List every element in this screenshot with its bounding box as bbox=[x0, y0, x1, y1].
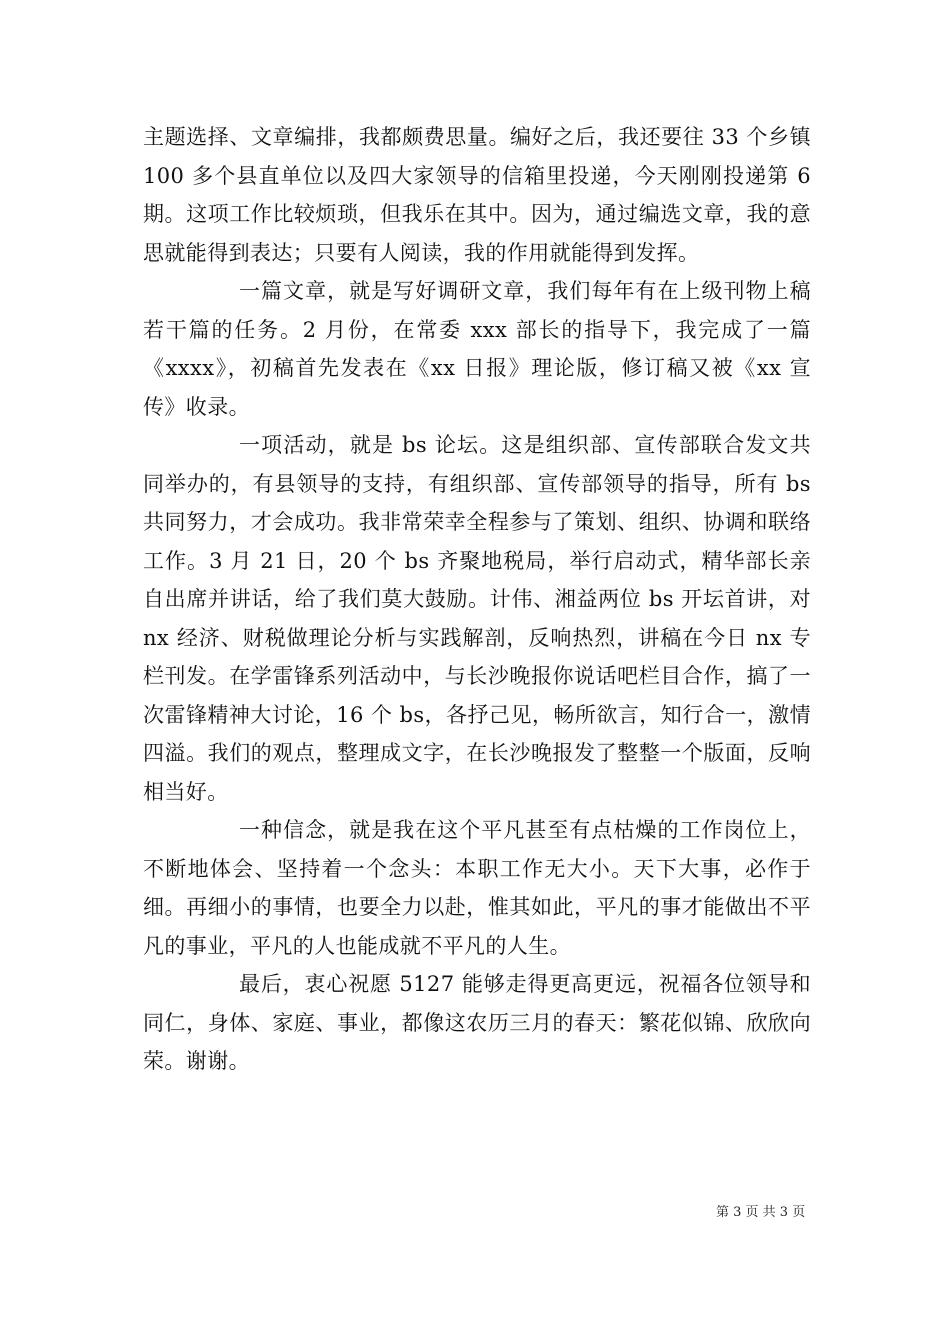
page-number-footer: 第 3 页 共 3 页 bbox=[716, 1205, 806, 1220]
paragraph-2: 一篇文章，就是写好调研文章，我们每年有在上级刊物上稿若干篇的任务。2 月份，在常委 xxx 部长的指导下，我完成了一篇《xxxx》，初稿首先发表在《xx 日报》理论版，修订稿又被《xx 宣传》收录。 bbox=[143, 279, 811, 419]
document-body bbox=[143, 118, 811, 1081]
paragraph-5: 最后，衷心祝愿 5127 能够走得更高更远，祝福各位领导和同仁，身体、家庭、事业，都像这农历三月的春天：繁花似锦、欣欣向荣。谢谢。 bbox=[143, 972, 811, 1073]
paragraph-4: 一种信念，就是我在这个平凡甚至有点枯燥的工作岗位上，不断地体会、坚持着一个念头：本职工作无大小。天下大事，必作于细。再细小的事情，也要全力以赴，惟其如此，平凡的事才能做出不平凡的事业，平凡的人也能成就不平凡的人生。 bbox=[143, 818, 811, 958]
paragraph-3: 一项活动，就是 bs 论坛。这是组织部、宣传部联合发文共同举办的，有县领导的支持，有组织部、宣传部领导的指导，所有 bs 共同努力，才会成功。我非常荣幸全程参与了策划、组织、协调和联络工作。3 月 21 日，20 个 bs 齐聚地税局，举行启动式，精华部长亲自出席并讲话，给了我们莫大鼓励。计伟、湘益两位 bs 开坛首讲，对 nx 经济、财税做理论分析与实践解剖，反响热烈，讲稿在今日 nx 专栏刊发。在学雷锋系列活动中，与长沙晚报你说话吧栏目合作，搞了一次雷锋精神大讨论，16 个 bs，各抒己见，畅所欲言，知行合一，激情四溢。我们的观点，整理成文字，在长沙晚报发了整整一个版面，反响相当好。 bbox=[143, 433, 811, 804]
paragraph-1: 主题选择、文章编排，我都颇费思量。编好之后，我还要往 33 个乡镇 100 多个县直单位以及四大家领导的信箱里投递，今天刚刚投递第 6 期。这项工作比较烦琐，但我乐在其中。因为，通过编选文章，我的意思就能得到表达；只要有人阅读，我的作用就能得到发挥。 bbox=[143, 125, 811, 265]
